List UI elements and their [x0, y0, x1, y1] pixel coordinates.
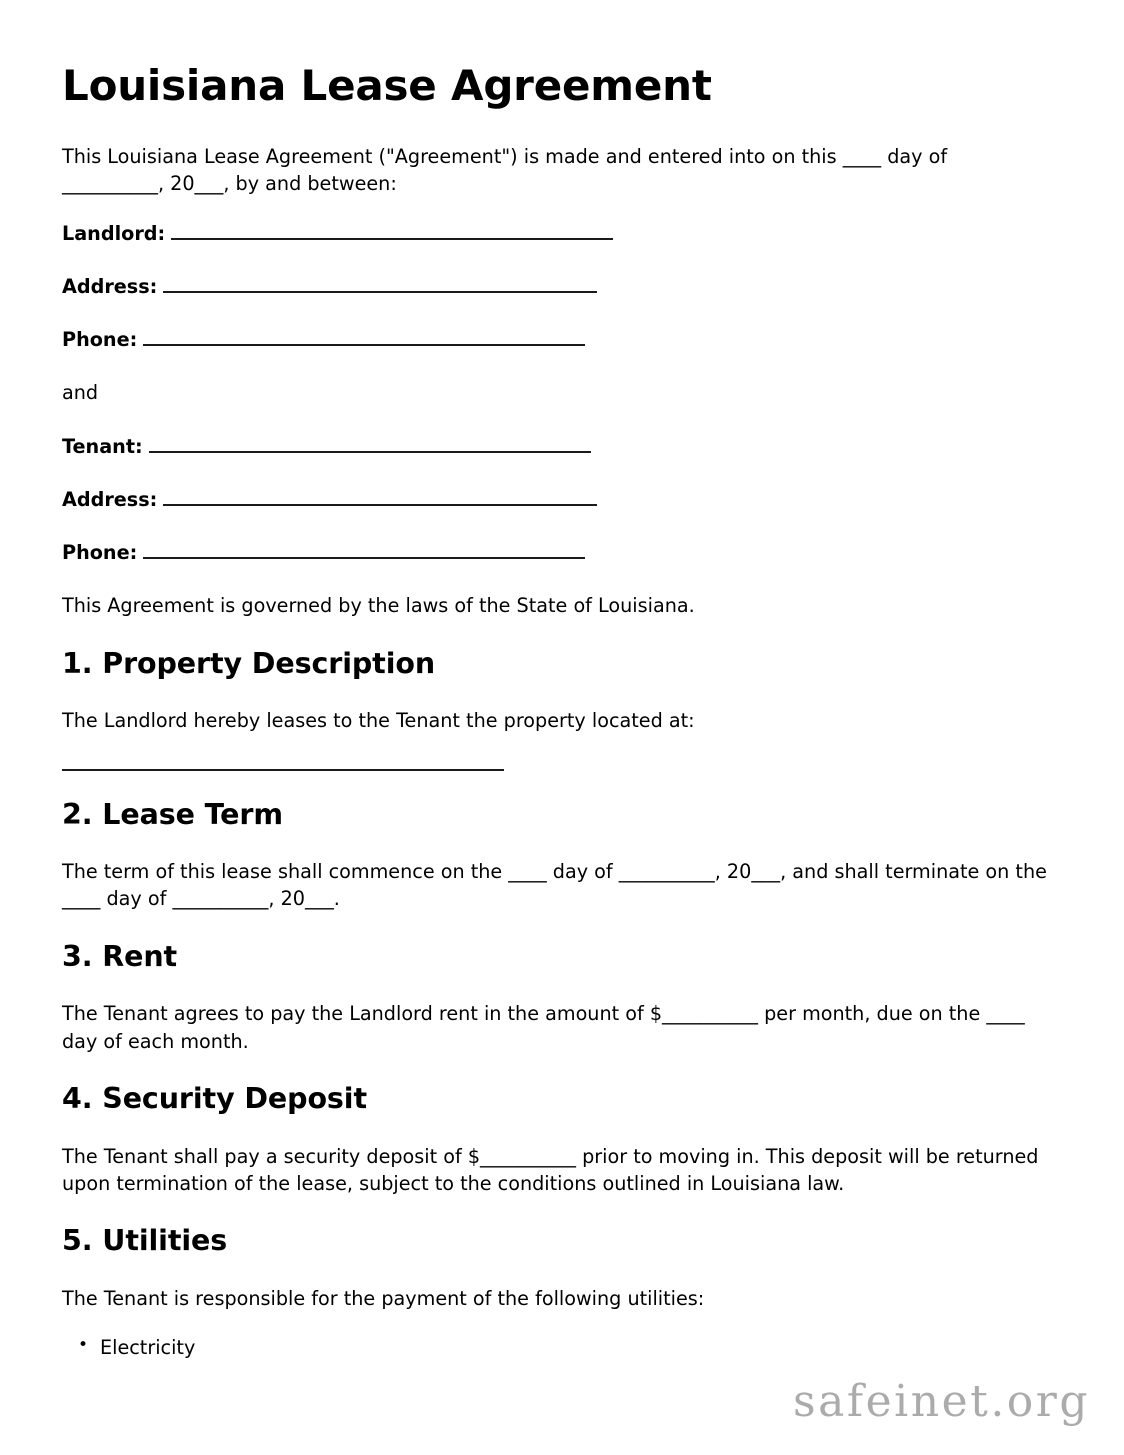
tenant-phone-field	[62, 539, 1048, 566]
lease-term-paragraph: The term of this lease shall commence on the ____ day of __________, 20___, and shall terminate on the ____ day of __________, 20___.	[62, 860, 1047, 911]
landlord-phone-blank[interactable]	[143, 328, 585, 346]
landlord-name-field	[62, 220, 1048, 247]
landlord-address-label: Address:	[62, 274, 158, 298]
landlord-name-blank[interactable]	[171, 222, 613, 240]
section-heading-rent: 3. Rent	[62, 939, 178, 973]
tenant-address-label: Address:	[62, 487, 158, 511]
section-heading-property-description: 1. Property Description	[62, 646, 436, 680]
tenant-name-field	[62, 433, 1048, 460]
tenant-phone-label: Phone:	[62, 541, 138, 565]
intro-paragraph: This Louisiana Lease Agreement ("Agreement") is made and entered into on this ____ day of __________, 20___, by and between:	[62, 145, 948, 196]
tenant-address-field	[62, 486, 1048, 513]
utilities-paragraph: The Tenant is responsible for the payment of the following utilities:	[62, 1286, 705, 1310]
section-heading-lease-term: 2. Lease Term	[62, 797, 283, 831]
landlord-name-label: Landlord:	[62, 221, 166, 245]
landlord-phone-field	[62, 326, 1048, 353]
property-description-paragraph: The Landlord hereby leases to the Tenant the property located at:	[62, 709, 695, 733]
tenant-phone-blank[interactable]	[143, 541, 585, 559]
page-title: Louisiana Lease Agreement	[62, 61, 712, 110]
landlord-address-blank[interactable]	[163, 275, 597, 293]
governing-law-paragraph: This Agreement is governed by the laws of the State of Louisiana.	[62, 594, 695, 618]
landlord-phone-label: Phone:	[62, 328, 138, 352]
list-item: • Electricity	[100, 1334, 1048, 1361]
rent-paragraph: The Tenant agrees to pay the Landlord rent in the amount of $__________ per month, due on the ____ day of each month.	[62, 1002, 1025, 1053]
section-heading-security-deposit: 4. Security Deposit	[62, 1081, 367, 1115]
section-heading-utilities: 5. Utilities	[62, 1224, 228, 1258]
tenant-name-blank[interactable]	[149, 435, 591, 453]
property-address-blank[interactable]	[62, 769, 504, 771]
landlord-address-field	[62, 273, 1048, 300]
watermark: safeinet.org	[793, 1376, 1090, 1427]
tenant-address-blank[interactable]	[163, 488, 597, 506]
and-connector: and	[62, 381, 99, 405]
security-deposit-paragraph: The Tenant shall pay a security deposit of $__________ prior to moving in. This deposit will be returned upon termination of the lease, subject to the conditions outlined in Louisiana law.	[62, 1144, 1039, 1195]
utilities-list	[62, 1334, 1048, 1361]
tenant-name-label: Tenant:	[62, 434, 143, 458]
